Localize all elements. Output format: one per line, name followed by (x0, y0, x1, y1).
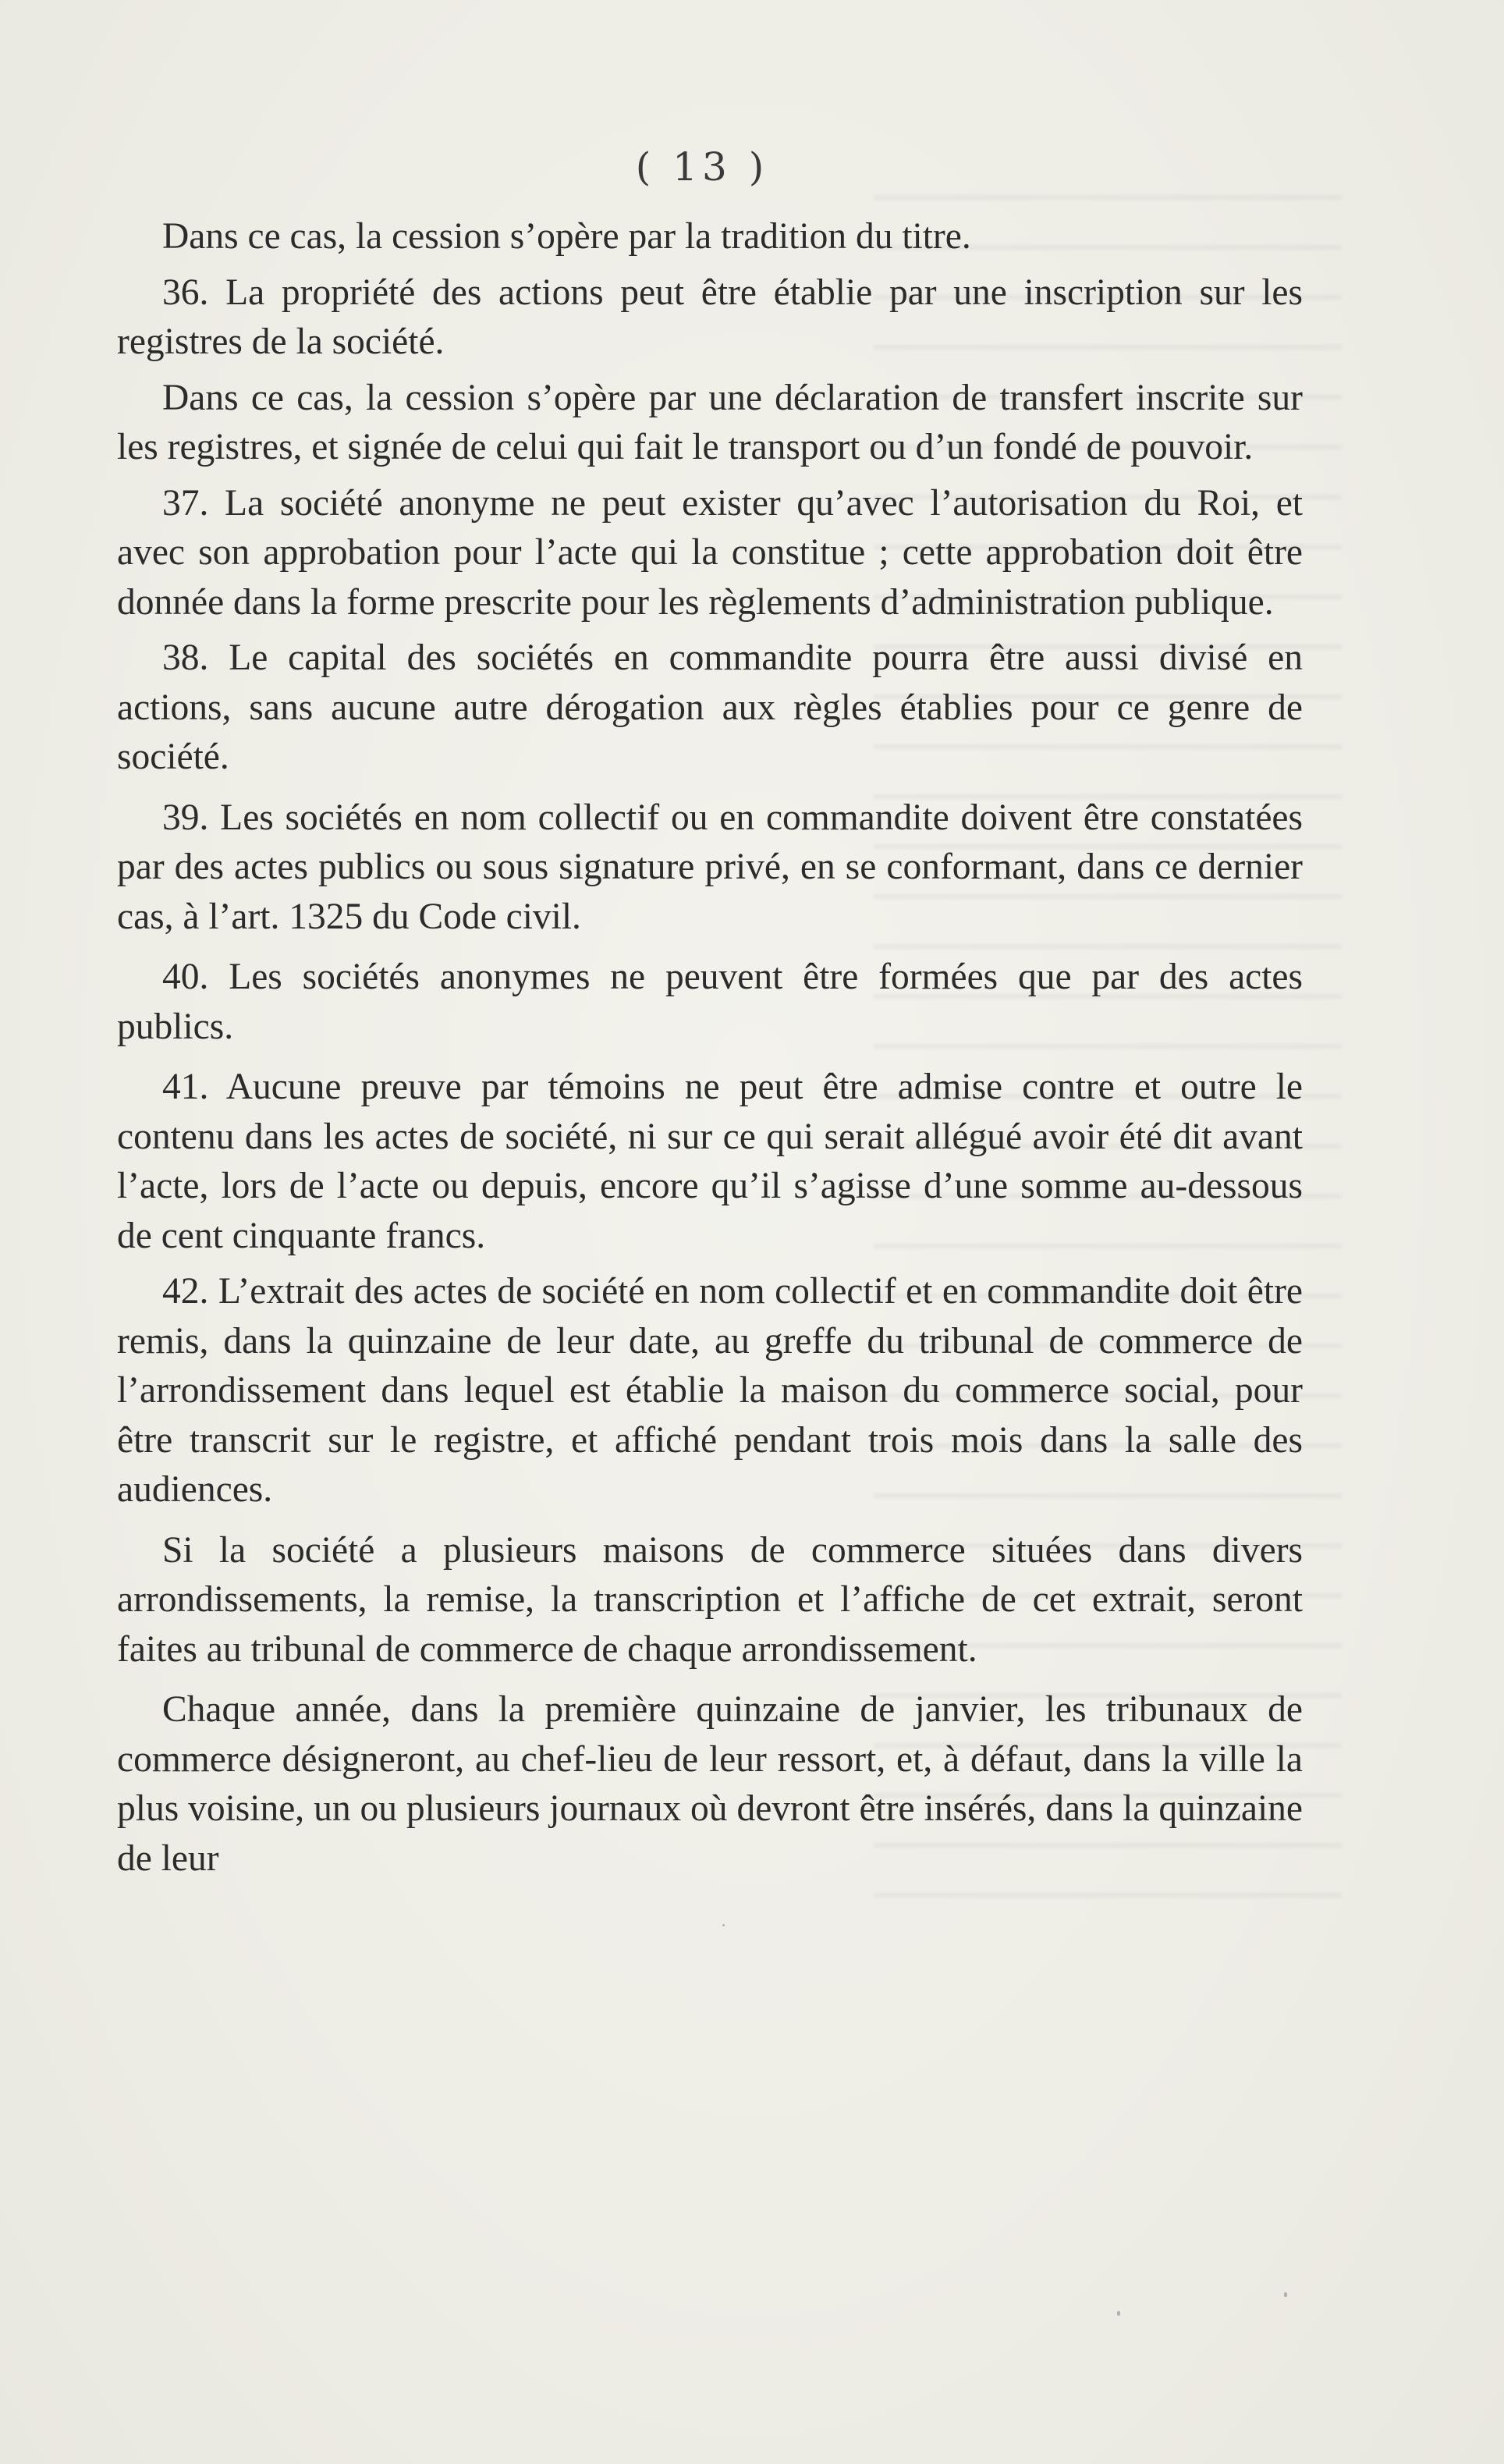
paragraph-cession-tradition: Dans ce cas, la cession s’opère par la tradition du titre. (162, 216, 971, 257)
article-40: 40. Les sociétés anonymes ne peuvent être formées que par des actes publics. (117, 957, 1303, 1047)
article-39: 39. Les sociétés en nom collectif ou en commandite doivent être constatées par des actes publics ou sous signature privé, en se conformant, dans ce dernier cas, à l’art. 1325 du Code civil. (117, 797, 1303, 937)
paragraph-chaque-annee: Chaque année, dans la première quinzaine de janvier, les tribunaux de commerce désigneront, au chef-lieu de leur ressort, et, à défaut, dans la ville la plus voisine, un ou plusieurs journaux où devront être insérés, dans la quinzaine de leur (117, 1689, 1303, 1879)
paper-speck (1117, 2311, 1120, 2316)
paragraph-plusieurs-maisons: Si la société a plusieurs maisons de commerce situées dans divers arrondissements, la remise, la transcription et l’affiche de cet extrait, seront faites au tribunal de commerce de chaque arrondissement. (117, 1529, 1303, 1670)
article-42: 42. L’extrait des actes de société en nom collectif et en commandite doit être remis, dans la quinzaine de leur date, au greffe du tribunal de commerce de l’arrondissement dans lequel est établie la maison du commerce social, pour être transcrit sur le registre, et affiché pendant trois mois dans la salle des audiences. (117, 1271, 1303, 1510)
paper-speck (1284, 2292, 1287, 2297)
article-36: 36. La propriété des actions peut être établie par une inscription sur les registres de la société. (117, 272, 1303, 362)
body-text (117, 212, 1303, 1884)
article-38: 38. Le capital des sociétés en commandite pourra être aussi divisé en actions, sans aucune autre dérogation aux règles établies pour ce genre de société. (117, 637, 1303, 777)
article-37: 37. La société anonyme ne peut exister qu’avec l’autorisation du Roi, et avec son approbation pour l’acte qui la constitue ; cette approbation doit être donnée dans la forme prescrite pour les règlements d’administration publique. (117, 482, 1303, 623)
paragraph-cession-declaration: Dans ce cas, la cession s’opère par une déclaration de transfert inscrite sur les registres, et signée de celui qui fait le transport ou d’un fondé de pouvoir. (117, 377, 1303, 467)
paper-speck (722, 1924, 725, 1926)
article-41: 41. Aucune preuve par témoins ne peut être admise contre et outre le contenu dans les actes de société, ni sur ce qui serait allégué avoir été dit avant l’acte, lors de l’acte ou depuis, encore qu’il s’agisse d’une somme au-dessous de cent cinquante francs. (117, 1067, 1303, 1256)
page-number: ( 13 ) (635, 144, 769, 190)
